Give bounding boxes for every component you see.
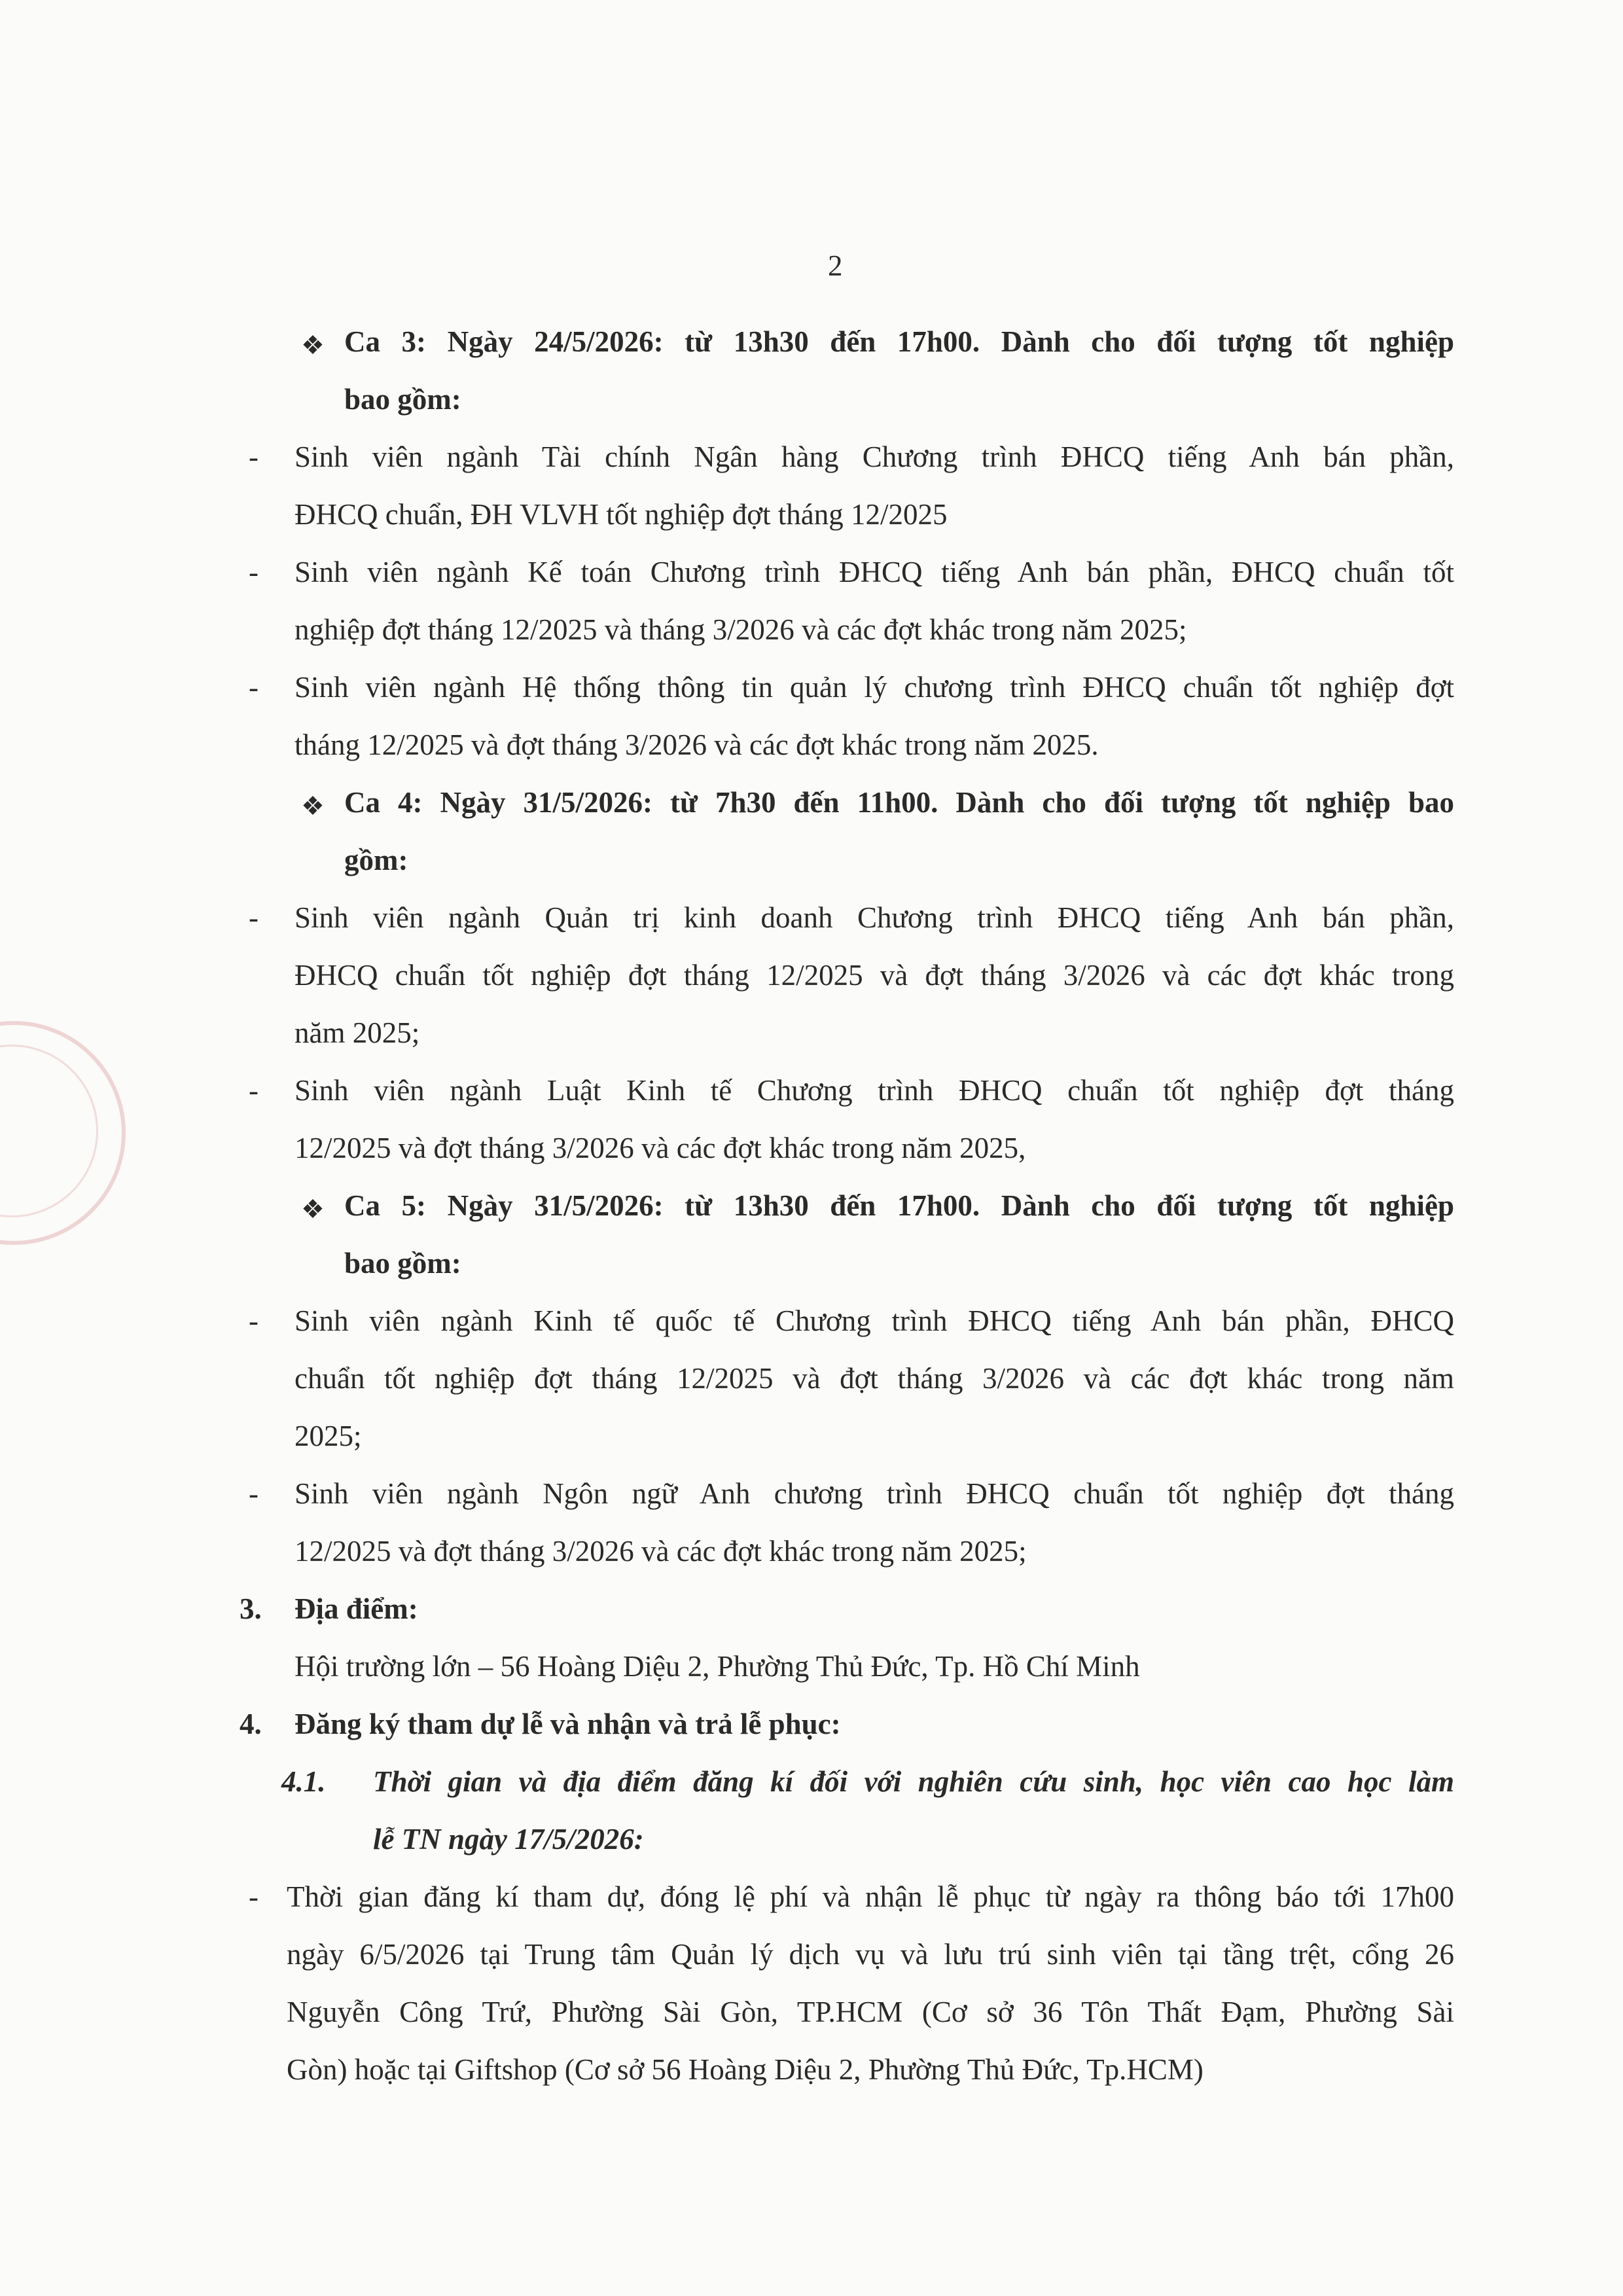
- section-4-1-number: 4.1.: [281, 1765, 326, 1798]
- section-3-number: 3.: [240, 1592, 262, 1625]
- registration-line-2: ngày 6/5/2026 tại Trung tâm Quản lý dịch vụ và lưu trú sinh viên tại tầng trệt, cổng 26: [287, 1938, 1454, 1971]
- ca5-item-2-line-1: Sinh viên ngành Ngôn ngữ Anh chương trình ĐHCQ chuẩn tốt nghiệp đợt tháng: [294, 1477, 1454, 1510]
- ca4-item-2-line-2: 12/2025 và đợt tháng 3/2026 và các đợt khác trong năm 2025,: [294, 1132, 1026, 1164]
- dash-bullet-icon: -: [249, 1477, 259, 1510]
- ca3-item-1-line-2: ĐHCQ chuẩn, ĐH VLVH tốt nghiệp đợt tháng 12/2025: [294, 498, 948, 531]
- ca3-heading-line-1: Ca 3: Ngày 24/5/2026: từ 13h30 đến 17h00. Dành cho đối tượng tốt nghiệp: [344, 325, 1454, 358]
- ca4-heading-line-1: Ca 4: Ngày 31/5/2026: từ 7h30 đến 11h00. Dành cho đối tượng tốt nghiệp bao: [344, 786, 1454, 819]
- ca5-heading-line-2: bao gồm:: [344, 1247, 461, 1280]
- section-3-title: Địa điểm:: [294, 1592, 418, 1625]
- section-4-1-title-line-1: Thời gian và địa điểm đăng kí đối với nghiên cứu sinh, học viên cao học làm: [373, 1765, 1454, 1798]
- page-number: 2: [828, 249, 843, 282]
- ca5-item-1-line-3: 2025;: [294, 1420, 362, 1452]
- diamond-bullet-icon: ❖: [301, 1194, 325, 1224]
- dash-bullet-icon: -: [249, 1074, 259, 1107]
- ca4-item-2-line-1: Sinh viên ngành Luật Kinh tế Chương trình ĐHCQ chuẩn tốt nghiệp đợt tháng: [294, 1074, 1454, 1107]
- red-seal-stamp-fragment: [0, 1021, 126, 1245]
- section-4-title: Đăng ký tham dự lễ và nhận và trả lễ phục:: [294, 1708, 841, 1740]
- ca3-item-2-line-1: Sinh viên ngành Kế toán Chương trình ĐHCQ tiếng Anh bán phần, ĐHCQ chuẩn tốt: [294, 556, 1454, 588]
- registration-line-3: Nguyễn Công Trứ, Phường Sài Gòn, TP.HCM (Cơ sở 36 Tôn Thất Đạm, Phường Sài: [287, 1996, 1454, 2028]
- dash-bullet-icon: -: [249, 440, 259, 473]
- section-4-1-title-line-2: lễ TN ngày 17/5/2026:: [373, 1823, 644, 1856]
- ca5-item-2-line-2: 12/2025 và đợt tháng 3/2026 và các đợt khác trong năm 2025;: [294, 1535, 1027, 1568]
- ca4-item-1-line-3: năm 2025;: [294, 1016, 420, 1049]
- dash-bullet-icon: -: [249, 1304, 259, 1337]
- registration-line-4: Gòn) hoặc tại Giftshop (Cơ sở 56 Hoàng Diệu 2, Phường Thủ Đức, Tp.HCM): [287, 2053, 1204, 2086]
- ca5-heading-line-1: Ca 5: Ngày 31/5/2026: từ 13h30 đến 17h00. Dành cho đối tượng tốt nghiệp: [344, 1189, 1454, 1222]
- ca3-item-3-line-1: Sinh viên ngành Hệ thống thông tin quản lý chương trình ĐHCQ chuẩn tốt nghiệp đợt: [294, 671, 1454, 704]
- ca5-item-1-line-2: chuẩn tốt nghiệp đợt tháng 12/2025 và đợt tháng 3/2026 và các đợt khác trong năm: [294, 1362, 1454, 1395]
- section-3-body: Hội trường lớn – 56 Hoàng Diệu 2, Phường Thủ Đức, Tp. Hồ Chí Minh: [294, 1650, 1140, 1683]
- dash-bullet-icon: -: [249, 1880, 259, 1913]
- ca3-item-2-line-2: nghiệp đợt tháng 12/2025 và tháng 3/2026 và các đợt khác trong năm 2025;: [294, 613, 1187, 646]
- ca4-item-1-line-2: ĐHCQ chuẩn tốt nghiệp đợt tháng 12/2025 và đợt tháng 3/2026 và các đợt khác trong: [294, 959, 1454, 992]
- ca5-item-1-line-1: Sinh viên ngành Kinh tế quốc tế Chương trình ĐHCQ tiếng Anh bán phần, ĐHCQ: [294, 1304, 1454, 1337]
- ca4-item-1-line-1: Sinh viên ngành Quản trị kinh doanh Chương trình ĐHCQ tiếng Anh bán phần,: [294, 901, 1454, 934]
- ca4-heading-line-2: gồm:: [344, 844, 408, 876]
- dash-bullet-icon: -: [249, 556, 259, 588]
- ca3-item-3-line-2: tháng 12/2025 và đợt tháng 3/2026 và các đợt khác trong năm 2025.: [294, 728, 1099, 761]
- dash-bullet-icon: -: [249, 671, 259, 704]
- section-4-number: 4.: [240, 1708, 262, 1740]
- ca3-heading-line-2: bao gồm:: [344, 383, 461, 416]
- registration-line-1: Thời gian đăng kí tham dự, đóng lệ phí và nhận lễ phục từ ngày ra thông báo tới 17h00: [287, 1880, 1454, 1913]
- dash-bullet-icon: -: [249, 901, 259, 934]
- diamond-bullet-icon: ❖: [301, 331, 325, 360]
- ca3-item-1-line-1: Sinh viên ngành Tài chính Ngân hàng Chương trình ĐHCQ tiếng Anh bán phần,: [294, 440, 1454, 473]
- diamond-bullet-icon: ❖: [301, 791, 325, 821]
